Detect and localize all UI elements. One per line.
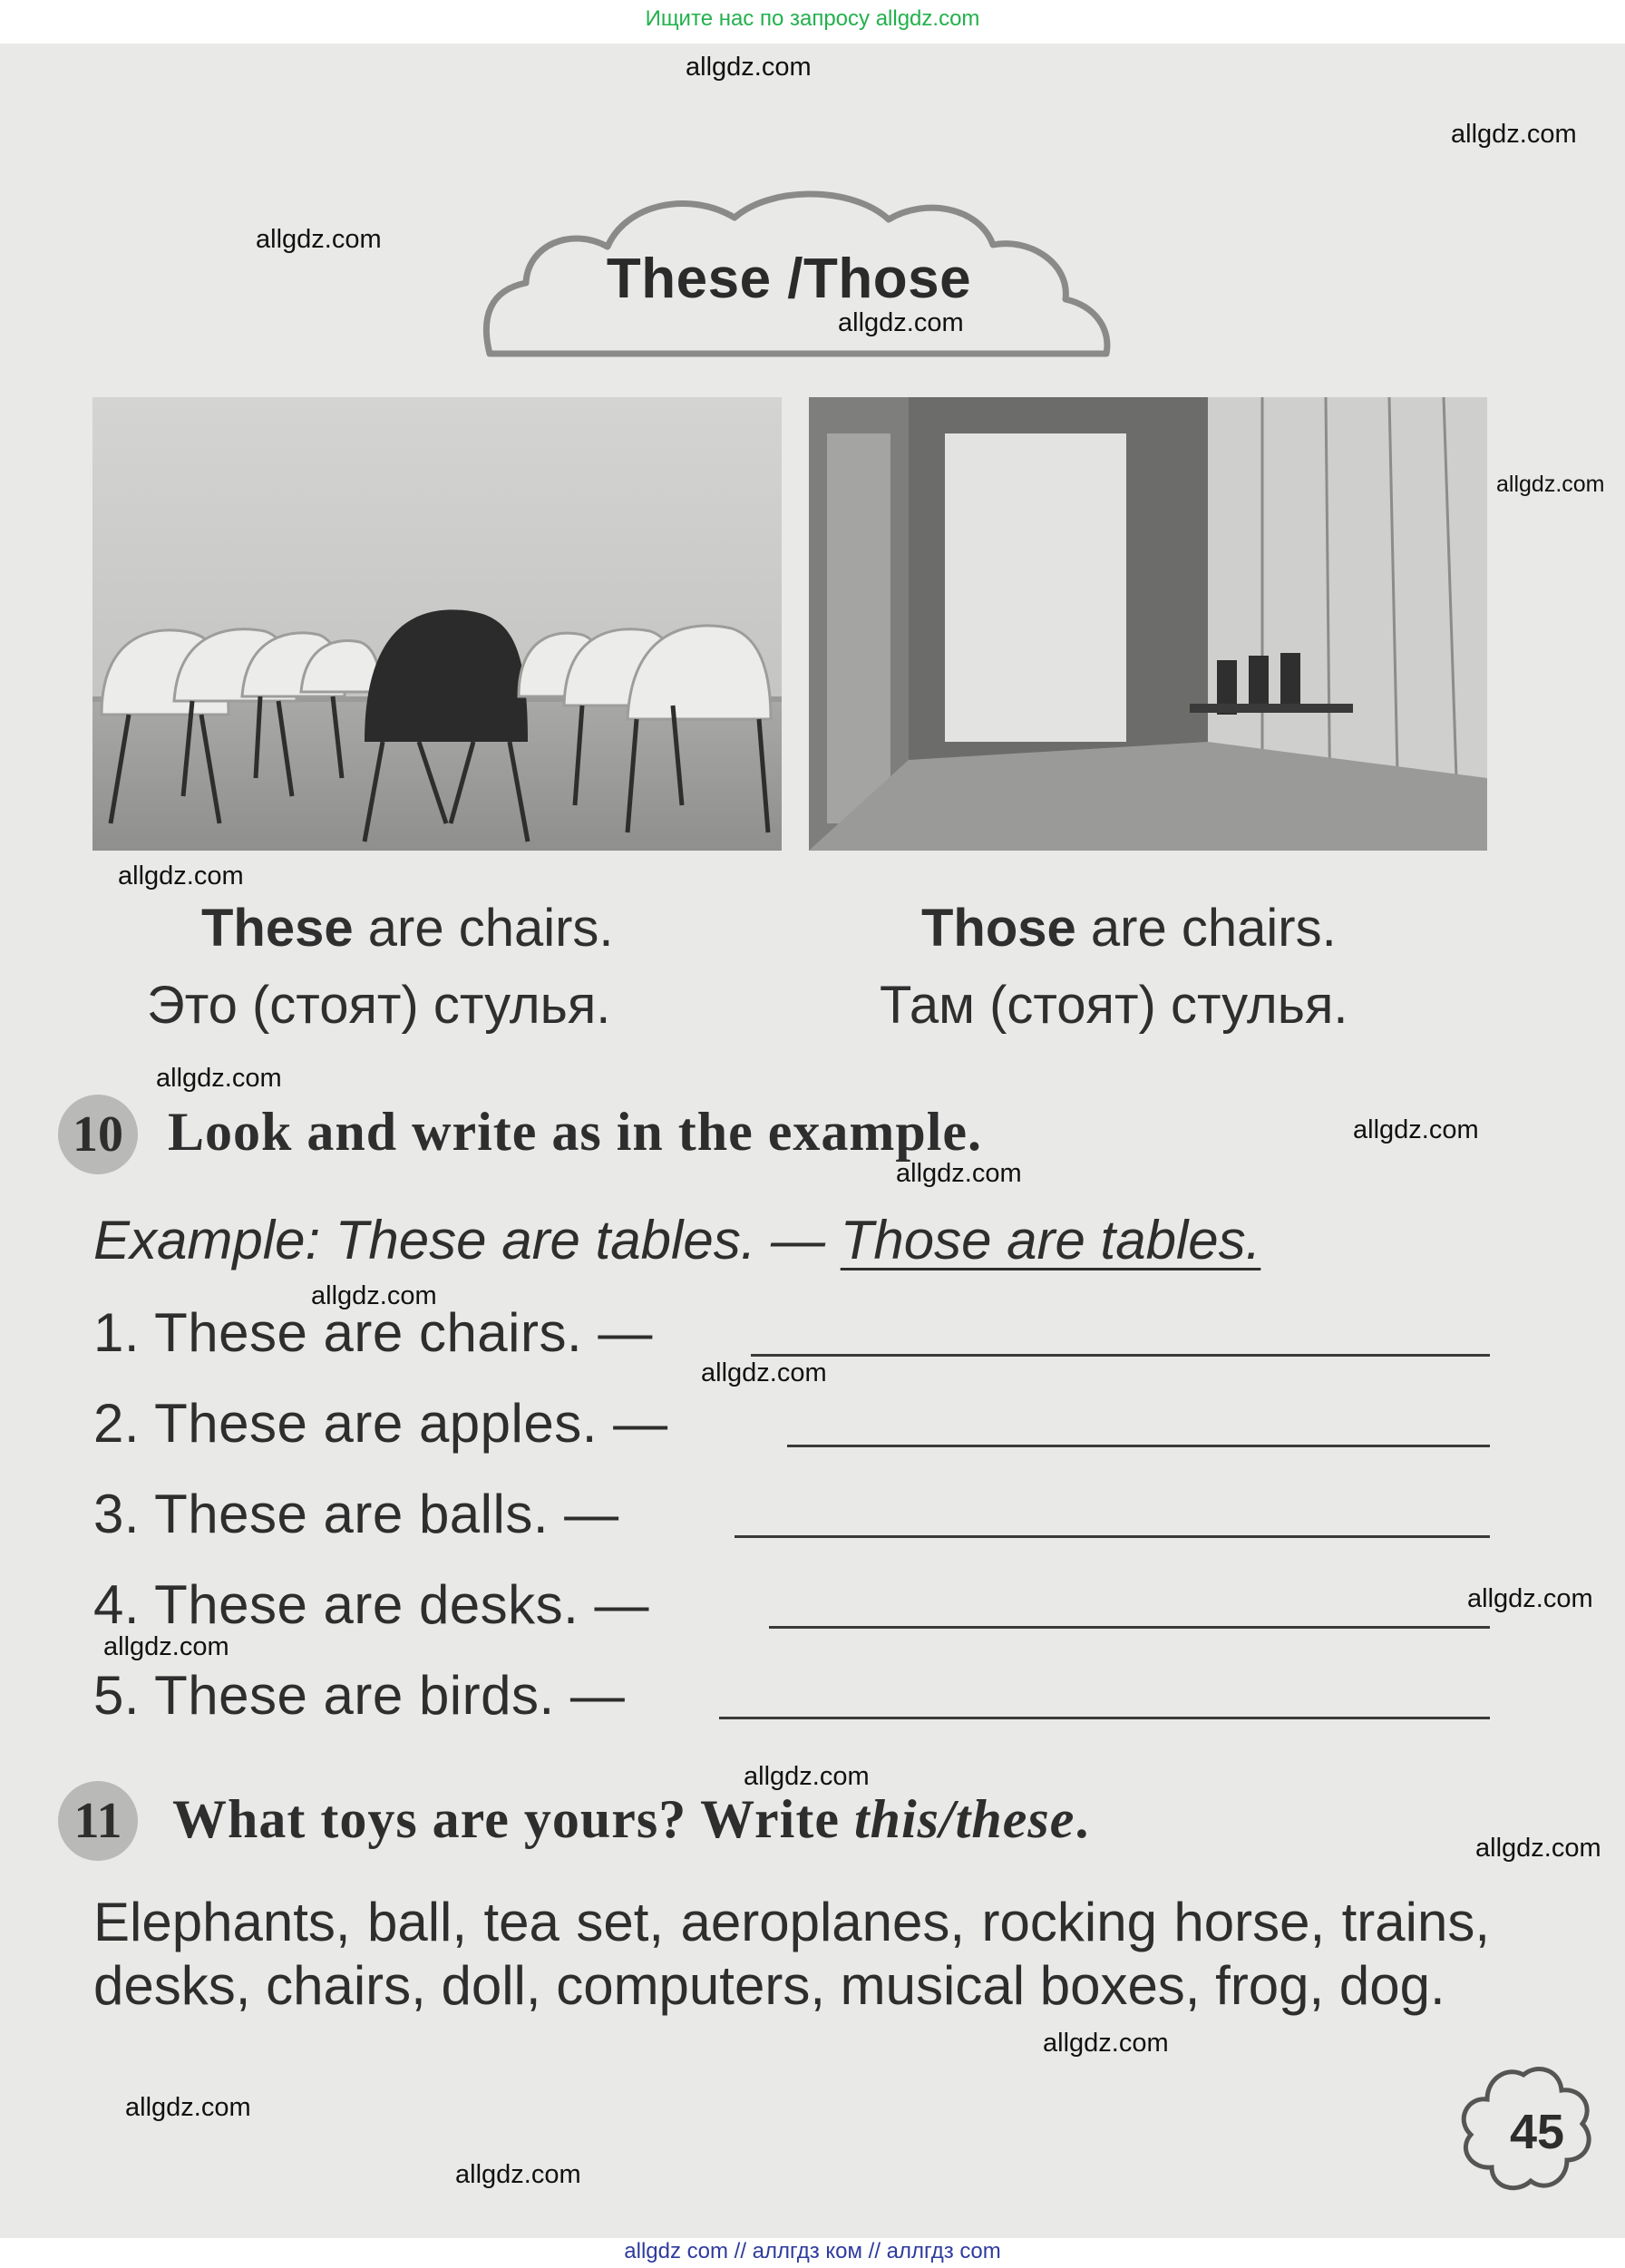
watermark: allgdz.com	[1467, 1584, 1593, 1613]
watermark: allgdz.com	[1496, 472, 1605, 497]
answer-line-4[interactable]	[769, 1626, 1490, 1629]
answer-line-2[interactable]	[787, 1445, 1490, 1447]
task-11-word-list: Elephants, ball, tea set, aeroplanes, rocking horse, trains, desks, chairs, doll, computers, musical boxes, frog, dog.	[93, 1892, 1490, 2016]
watermark: allgdz.com	[125, 2093, 251, 2122]
task-11-title-italic: this/these	[853, 1789, 1075, 1849]
these-caption	[201, 898, 614, 959]
watermark: allgdz.com	[118, 861, 244, 891]
task-10-item-1: 1. These are chairs. —	[93, 1302, 653, 1363]
answer-line-5[interactable]	[719, 1717, 1490, 1719]
task-10-example	[93, 1209, 1260, 1271]
task-10-item-5: 5. These are birds. —	[93, 1665, 626, 1726]
those-translation: Там (стоят) стулья.	[880, 976, 1348, 1035]
watermark: allgdz.com	[156, 1064, 282, 1093]
task-10-item-3: 3. These are balls. —	[93, 1484, 619, 1544]
watermark: allgdz.com	[103, 1632, 229, 1661]
watermark: allgdz.com	[701, 1358, 827, 1387]
watermark: allgdz.com	[838, 308, 964, 337]
watermark: allgdz.com	[311, 1281, 437, 1310]
these-translation: Это (стоят) стулья.	[147, 976, 611, 1035]
watermark: allgdz.com	[256, 225, 382, 254]
those-caption-rest: are chairs.	[1075, 899, 1337, 958]
example-prompt: Example: These are tables. —	[93, 1210, 841, 1270]
those-word: Those	[921, 899, 1076, 958]
office-photo	[809, 397, 1487, 851]
task-11-title-start: What toys are yours? Write	[172, 1789, 854, 1849]
these-word: These	[201, 899, 354, 958]
answer-line-3[interactable]	[735, 1535, 1490, 1538]
watermark: allgdz.com	[1353, 1115, 1479, 1144]
task-11-number: 11	[58, 1781, 138, 1861]
task-11-title	[172, 1788, 1089, 1851]
bottom-banner[interactable]: allgdz com // аллгдз ком // аллгдз com	[0, 2238, 1625, 2268]
watermark: allgdz.com	[455, 2160, 581, 2189]
task-10-item-4: 4. These are desks. —	[93, 1574, 650, 1635]
page-number: 45	[1509, 2105, 1565, 2159]
grammar-title: These /Those	[606, 248, 972, 310]
task-10-number: 10	[58, 1095, 138, 1174]
these-caption-rest: are chairs.	[353, 899, 614, 958]
task-10-title: Look and write as in the example.	[168, 1102, 983, 1162]
task-10-item-2: 2. These are apples. —	[93, 1393, 668, 1454]
watermark: allgdz.com	[1475, 1834, 1601, 1863]
watermark: allgdz.com	[686, 53, 812, 82]
watermark: allgdz.com	[896, 1159, 1022, 1188]
watermark: allgdz.com	[1043, 2029, 1169, 2058]
top-banner[interactable]: Ищите нас по запросу allgdz.com	[0, 0, 1625, 44]
chairs-photo	[92, 397, 782, 851]
watermark: allgdz.com	[744, 1762, 870, 1791]
example-answer: Those are tables.	[840, 1210, 1261, 1270]
those-caption	[921, 898, 1337, 959]
task-11-title-end: .	[1075, 1789, 1090, 1849]
answer-line-1[interactable]	[751, 1354, 1490, 1357]
watermark: allgdz.com	[1451, 120, 1577, 149]
